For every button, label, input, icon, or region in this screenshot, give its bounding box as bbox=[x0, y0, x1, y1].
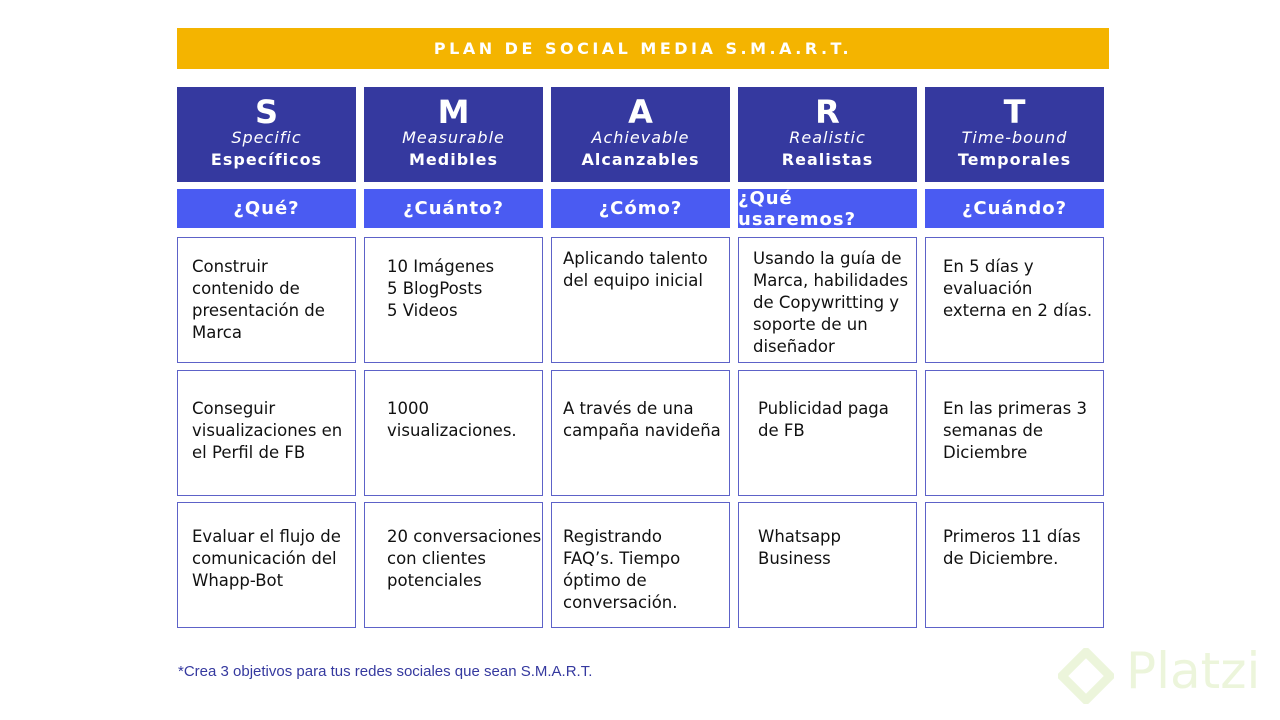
title-banner bbox=[177, 28, 1109, 69]
platzi-logo-icon bbox=[1058, 648, 1114, 704]
cell-r1-measurable: 10 Imágenes 5 BlogPosts 5 Videos bbox=[364, 237, 543, 363]
cell-r2-measurable: 1000 visualizaciones. bbox=[364, 370, 543, 496]
cell-r2-realistic: Publicidad paga de FB bbox=[738, 370, 917, 496]
cell-r2-specific: Conseguir visualizaciones en el Perfil de FB bbox=[177, 370, 356, 496]
column-header-t bbox=[925, 87, 1104, 182]
column-letter: T bbox=[1003, 93, 1026, 131]
cell-r1-specific: Construir contenido de presentación de Marca bbox=[177, 237, 356, 363]
question-how: ¿Cómo? bbox=[551, 189, 730, 228]
question-how-much: ¿Cuánto? bbox=[364, 189, 543, 228]
column-letter: A bbox=[628, 93, 653, 131]
column-spanish: Temporales bbox=[957, 150, 1072, 169]
page-title: PLAN DE SOCIAL MEDIA S.M.A.R.T. bbox=[433, 39, 853, 58]
platzi-logo bbox=[1050, 640, 1280, 710]
column-letter: R bbox=[815, 93, 840, 131]
question-what: ¿Qué? bbox=[177, 189, 356, 228]
column-english: Realistic bbox=[789, 128, 866, 147]
cell-r2-timebound: En las primeras 3 semanas de Diciembre bbox=[925, 370, 1104, 496]
question-what-will-we-use: ¿Qué usaremos? bbox=[738, 189, 917, 228]
cell-r3-timebound: Primeros 11 días de Diciembre. bbox=[925, 502, 1104, 628]
column-english: Time-bound bbox=[961, 128, 1068, 147]
column-header-r bbox=[738, 87, 917, 182]
column-header-a bbox=[551, 87, 730, 182]
brand-name: Platzi bbox=[1126, 642, 1261, 700]
column-spanish: Alcanzables bbox=[581, 150, 700, 169]
column-letter: S bbox=[254, 93, 279, 131]
column-header-m bbox=[364, 87, 543, 182]
cell-r1-achievable: Aplicando talento del equipo inicial bbox=[551, 237, 730, 363]
cell-r3-achievable: Registrando FAQ’s. Tiempo óptimo de conversación. bbox=[551, 502, 730, 628]
footnote: *Crea 3 objetivos para tus redes sociales que sean S.M.A.R.T. bbox=[178, 663, 593, 680]
cell-r2-achievable: A través de una campaña navideña bbox=[551, 370, 730, 496]
cell-r1-realistic: Usando la guía de Marca, habilidades de Copywritting y soporte de un diseñador bbox=[738, 237, 917, 363]
column-english: Achievable bbox=[591, 128, 690, 147]
column-spanish: Realistas bbox=[781, 150, 874, 169]
cell-r3-realistic: Whatsapp Business bbox=[738, 502, 917, 628]
column-spanish: Medibles bbox=[408, 150, 499, 169]
cell-r1-timebound: En 5 días y evaluación externa en 2 días. bbox=[925, 237, 1104, 363]
column-english: Specific bbox=[231, 128, 302, 147]
column-header-s bbox=[177, 87, 356, 182]
column-english: Measurable bbox=[402, 128, 505, 147]
cell-r3-measurable: 20 conversaciones con clientes potenciales bbox=[364, 502, 543, 628]
column-letter: M bbox=[437, 93, 470, 131]
column-spanish: Específicos bbox=[210, 150, 323, 169]
question-when: ¿Cuándo? bbox=[925, 189, 1104, 228]
cell-r3-specific: Evaluar el flujo de comunicación del Whapp-Bot bbox=[177, 502, 356, 628]
